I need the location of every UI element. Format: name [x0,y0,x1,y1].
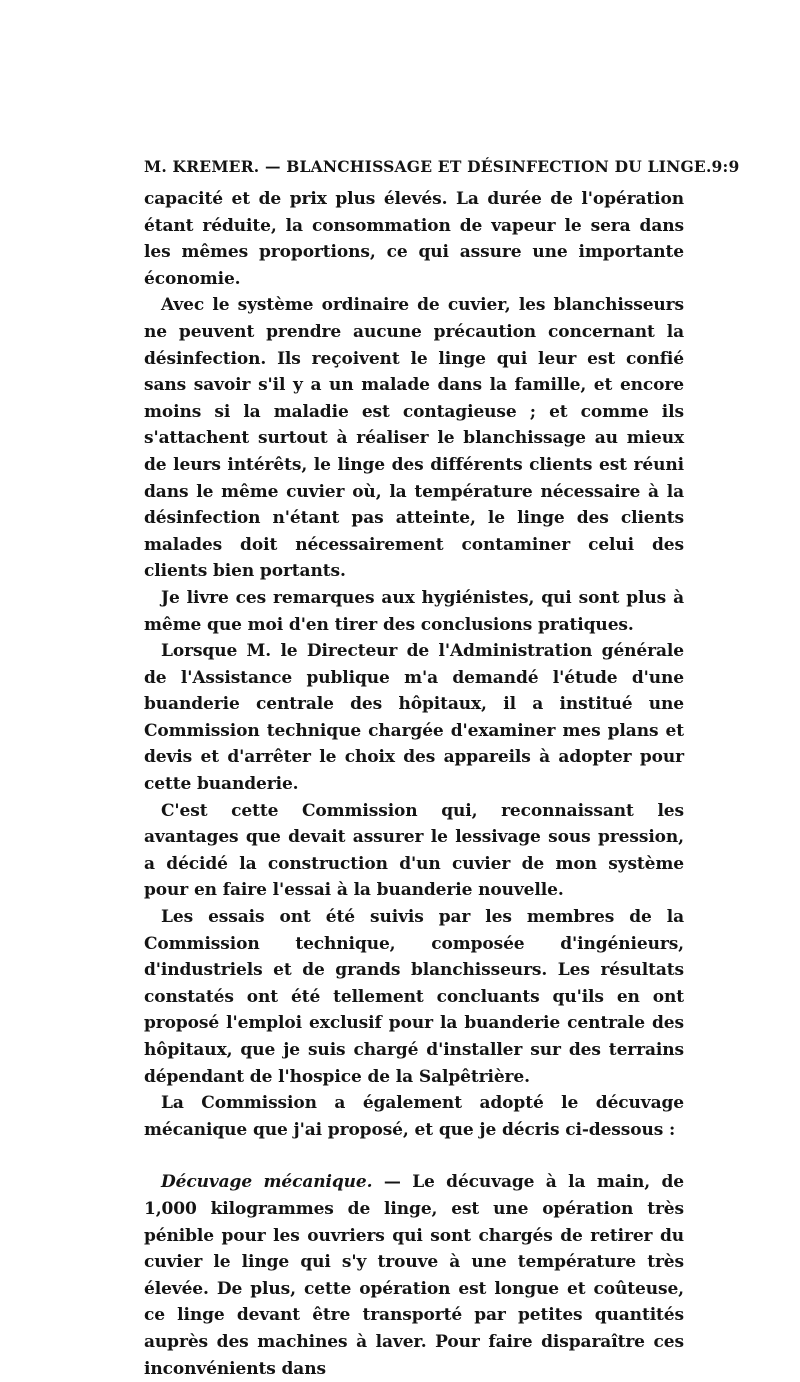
paragraph-6: Les essais ont été suivis par les membres de la Commission technique, composée d'ingénieurs, d'industriels et de grands blanchisseurs. Les résultats constatés ont été tellement concluants qu'ils en ont proposé l'emploi exclusif pour la buanderie centrale des hôpitaux, que je suis chargé d'installer sur des terrains dépendant de l'hospice de la Salpêtrière. [144,907,684,1087]
running-head [144,152,740,182]
paragraph-3: Je livre ces remarques aux hygiénistes, qui sont plus à même que moi d'en tirer des conclusions pratiques. [144,587,684,635]
paragraph-4: Lorsque M. le Directeur de l'Administration générale de l'Assistance publique m'a demandé l'étude d'une buanderie centrale des hôpitaux, il a institué une Commission technique chargée d'examiner mes plans et devis et d'arrêter le choix des appareils à adopter pour cette buanderie. [144,641,684,795]
page-number: 9:9 [711,157,740,176]
paragraph-5: C'est cette Commission qui, reconnaissant les avantages que devait assurer le lessivage sous pression, a décidé la construction d'un cuvier de mon système pour en faire l'essai à la buanderie nouvelle. [144,800,684,901]
paragraph-7: La Commission a également adopté le décuvage mécanique que j'ai proposé, et que je décris ci-dessous : [144,1093,684,1140]
paragraph-1: capacité et de prix plus élevés. La durée de l'opération étant réduite, la consommation de vapeur le sera dans les mêmes proportions, ce qui assure une importante économie. [144,189,684,289]
section-text: — Le décuvage à la main, de 1,000 kilogrammes de linge, est une opération très pénible pour les ouvriers qui sont chargés de retirer du cuvier le linge qui s'y trouve à une température très élevée. De plus, cette opération est longue et coûteuse, ce linge devant être transporté par petites quantités auprès des machines à laver. Pour faire disparaître ces inconvénients dans [144,1172,684,1379]
section-paragraph [144,1169,684,1382]
paragraph-2: Avec le système ordinaire de cuvier, les blanchisseurs ne peuvent prendre aucune précaution concernant la désinfection. Ils reçoivent le linge qui leur est confié sans savoir s'il y a un malade dans la famille, et encore moins si la maladie est contagieuse ; et comme ils s'attachent surtout à réaliser le blanchissage au mieux de leurs intérêts, le linge des différents clients est réuni dans le même cuvier où, la température nécessaire à la désinfection n'étant pas atteinte, le linge des clients malades doit nécessairement contaminer celui des clients bien portants. [144,295,684,582]
body-text [144,186,684,1382]
page [144,152,740,1382]
running-head-title: M. KREMER. — BLANCHISSAGE ET DÉSINFECTION DU LINGE. [144,157,712,176]
section-title: Décuvage mécanique. [161,1172,373,1193]
